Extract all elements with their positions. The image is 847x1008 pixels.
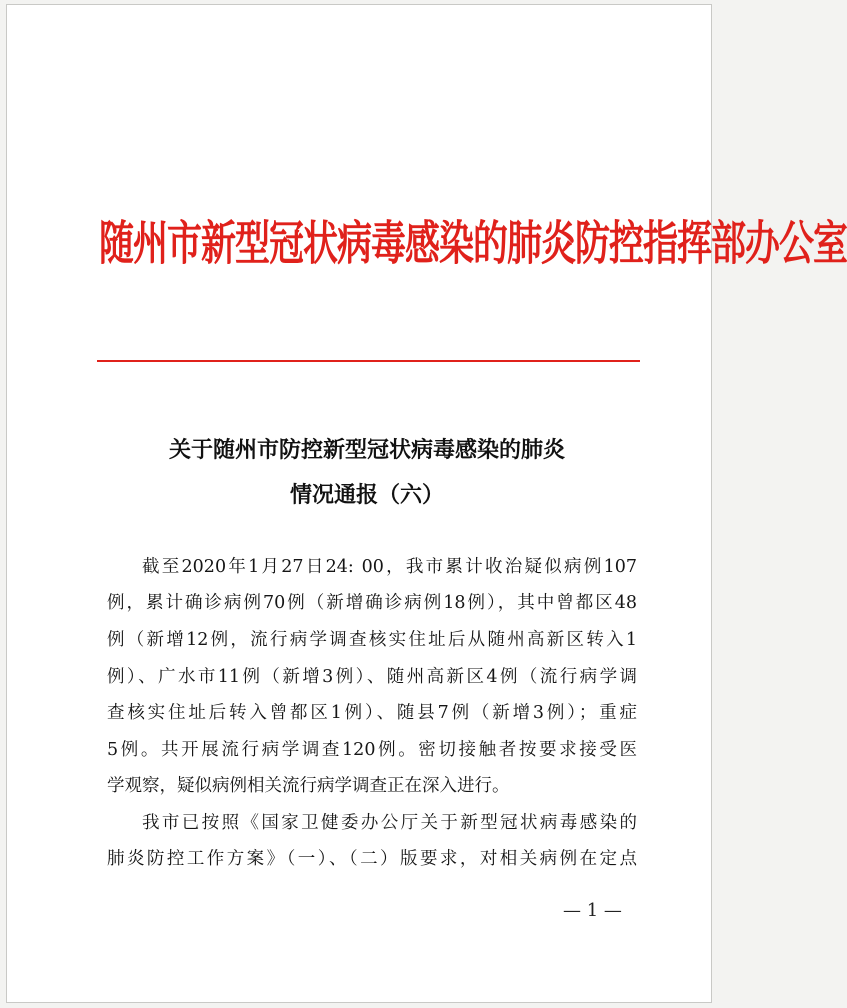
document-title-line-2: 情况通报（六） — [289, 482, 444, 508]
paragraph-2-line: 我市已按照《国家卫健委办公厅关于新型冠状病毒感染的 — [142, 813, 637, 833]
document-page — [6, 4, 847, 1003]
paragraph-1-line: 截至2020年1月27日24: 00，我市累计收治疑似病例107 — [142, 557, 637, 577]
paragraph-2-line: 肺炎防控工作方案》（一）、（二）版要求，对相关病例在定点 — [107, 849, 637, 869]
red-divider-line — [97, 360, 640, 362]
document-title-line-1: 关于随州市防控新型冠状病毒感染的肺炎 — [168, 437, 565, 463]
paragraph-1-line: 例，累计确诊病例70例（新增确诊病例18例），其中曾都区48 — [107, 593, 637, 613]
paragraph-1-line: 例）、广水市11例（新增3例）、随州高新区4例（流行病学调 — [107, 667, 637, 687]
paragraph-1-line: 5例。共开展流行病学调查120例。密切接触者按要求接受医 — [107, 740, 637, 760]
issuer-header: 随州市新型冠状病毒感染的肺炎防控指挥部办公室 — [99, 216, 847, 272]
paragraph-1-line: 例（新增12例，流行病学调查核实住址后从随州高新区转入1 — [107, 630, 637, 650]
page-number: — 1 — — [563, 900, 622, 921]
paragraph-1-line: 查核实住址后转入曾都区1例）、随县7例（新增3例）；重症 — [107, 703, 637, 723]
paragraph-1-line: 学观察，疑似病例相关流行病学调查正在深入进行。 — [107, 776, 510, 796]
